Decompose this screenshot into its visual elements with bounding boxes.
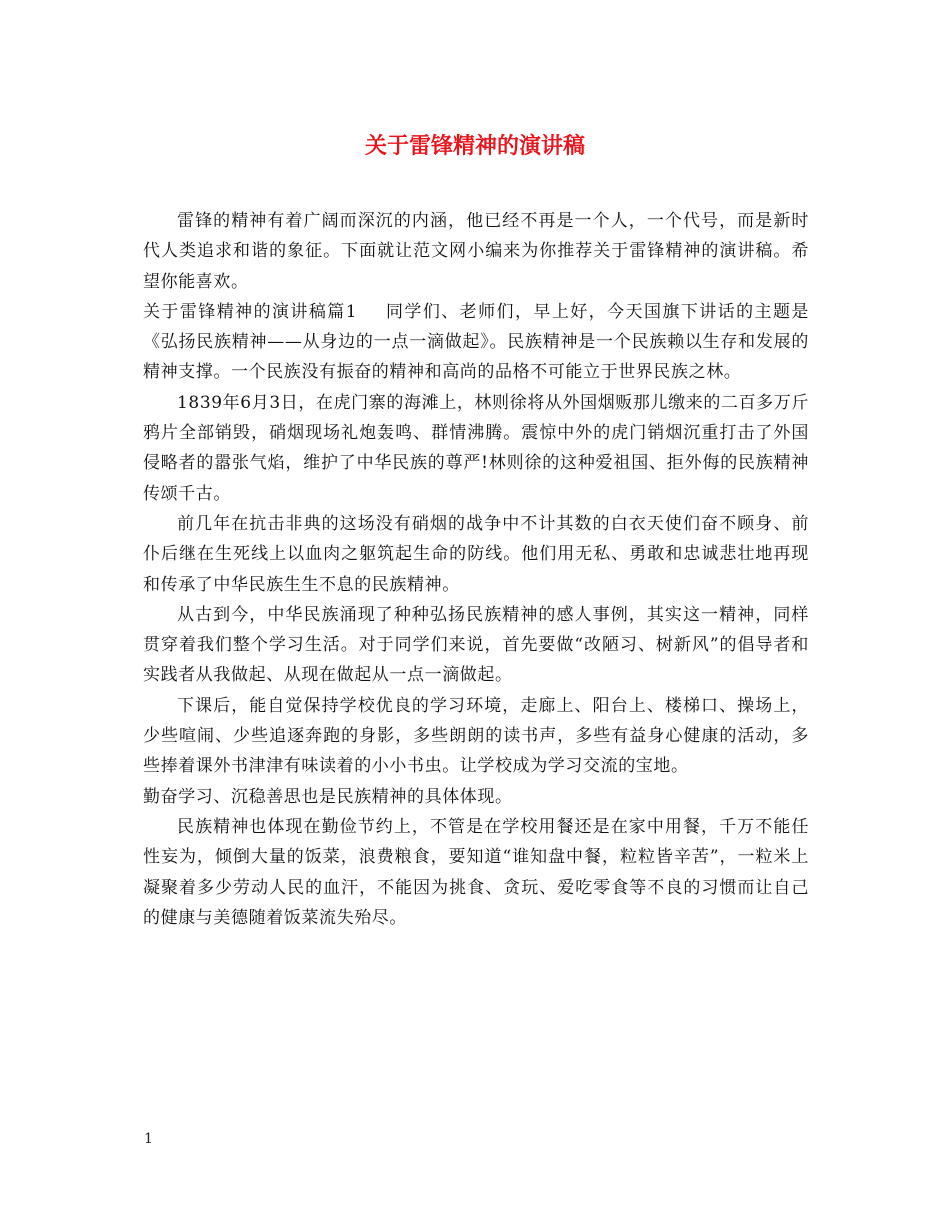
paragraph-thrift: 民族精神也体现在勤俭节约上，不管是在学校用餐还是在家中用餐，千万不能任性妄为，倾倒大量的饭菜，浪费粮食，要知道“谁知盘中餐，粒粒皆辛苦”，一粒米上凝聚着多少劳动人民的血汗，不能因为挑食、贪玩、爱吃零食等不良的习惯而让自己的健康与美德随着饭菜流失殆尽。 [143, 816, 809, 928]
paragraph-humen: 1839年6月3日，在虎门寨的海滩上，林则徐将从外国烟贩那儿缴来的二百多万斤鸦片全部销毁，硝烟现场礼炮轰鸣、群情沸腾。震惊中外的虎门销烟沉重打击了外国侵略者的嚣张气焰，维护了中华民族的尊严!林则徐的这种爱祖国、拒外侮的民族精神传颂千古。 [143, 392, 809, 504]
document-title: 关于雷锋精神的演讲稿 [364, 134, 585, 159]
paragraph-after-class: 下课后，能自觉保持学校优良的学习环境，走廊上、阳台上、楼梯口、操场上，少些喧闹、少些追逐奔跑的身影，多些朗朗的读书声，多些有益身心健康的活动，多些捧着课外书津津有味读着的小小书虫。让学校成为学习交流的宝地。 [143, 695, 809, 777]
section-heading: 关于雷锋精神的演讲稿篇1 [143, 301, 358, 322]
page-number: 1 [144, 1131, 153, 1147]
paragraph-speech-opening [143, 297, 809, 388]
document-body [143, 206, 809, 933]
paragraph-diligence: 勤奋学习、沉稳善思也是民族精神的具体体现。 [143, 786, 513, 807]
paragraph-speech-opening-text: 同学们、老师们，早上好，今天国旗下讲话的主题是《弘扬民族精神——从身边的一点一滴做起》。民族精神是一个民族赖以生存和发展的精神支撑。一个民族没有振奋的精神和高尚的品格不可能立于世界民族之林。 [143, 301, 809, 383]
paragraph-sars: 前几年在抗击非典的这场没有硝烟的战争中不计其数的白衣天使们奋不顾身、前仆后继在生死线上以血肉之躯筑起生命的防线。他们用无私、勇敢和忠诚悲壮地再现和传承了中华民族生生不息的民族精神。 [143, 513, 809, 595]
paragraph-ancient-to-present: 从古到今，中华民族涌现了种种弘扬民族精神的感人事例，其实这一精神，同样贯穿着我们整个学习生活。对于同学们来说，首先要做“改陋习、树新风”的倡导者和实践者从我做起、从现在做起从一点一滴做起。 [143, 604, 809, 686]
paragraph-intro: 雷锋的精神有着广阔而深沉的内涵，他已经不再是一个人，一个代号，而是新时代人类追求和谐的象征。下面就让范文网小编来为你推荐关于雷锋精神的演讲稿。希望你能喜欢。 [143, 211, 809, 292]
